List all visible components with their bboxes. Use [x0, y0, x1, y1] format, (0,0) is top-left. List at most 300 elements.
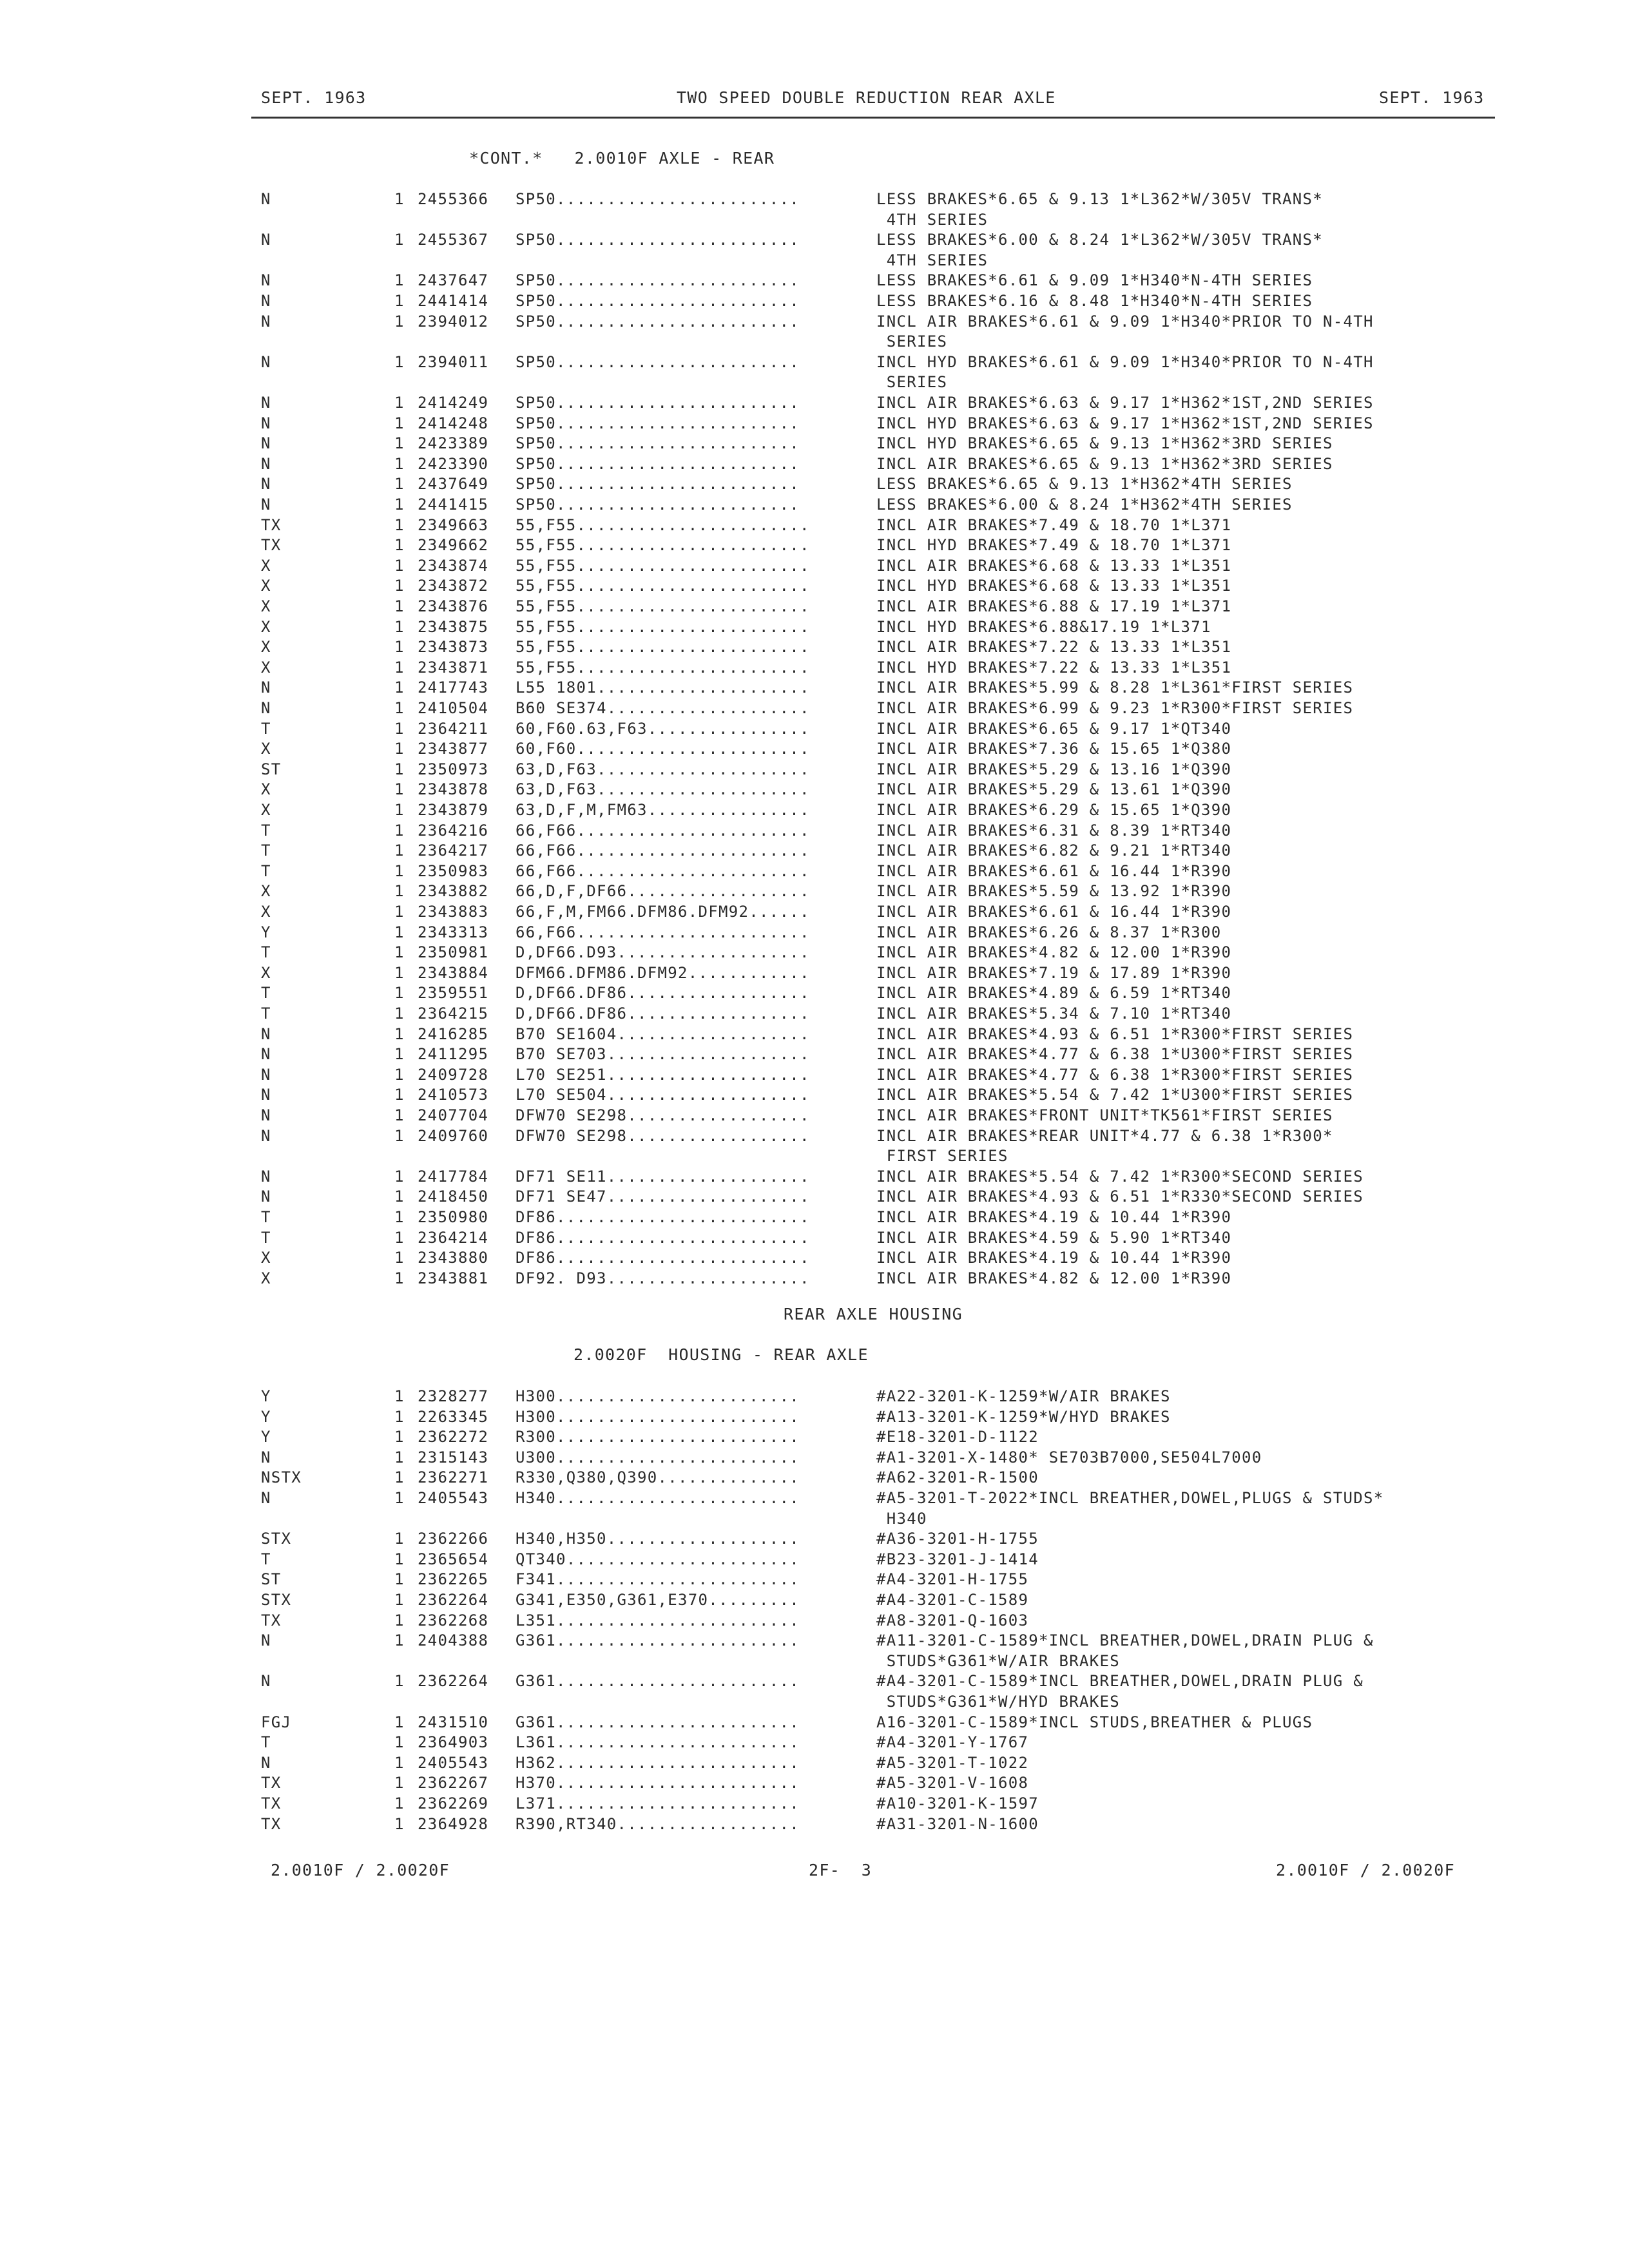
model-description: U300........................: [516, 1448, 800, 1466]
model-code: X: [261, 556, 271, 575]
model-code: Y: [261, 1407, 271, 1426]
table-row: [0, 393, 1629, 414]
model-description: H340........................: [516, 1489, 800, 1507]
model-code: N: [261, 1106, 271, 1124]
table-row: [0, 902, 1629, 923]
model-description: SP50........................: [516, 414, 800, 432]
model-description: G361........................: [516, 1713, 800, 1731]
quantity: 1: [394, 882, 405, 901]
model-code: T: [261, 1550, 271, 1568]
part-number: 2437649: [418, 475, 489, 494]
table-row: [0, 637, 1629, 658]
quantity: 1: [394, 1530, 405, 1548]
part-number: 2350973: [418, 760, 489, 778]
part-number: 2414248: [418, 414, 489, 432]
quantity: 1: [394, 1733, 405, 1752]
remarks: #A10-3201-K-1597: [876, 1794, 1039, 1812]
part-number: 2423389: [418, 434, 489, 453]
model-description: 55,F55.......................: [516, 556, 810, 575]
table-row: [0, 1509, 1629, 1530]
model-code: X: [261, 658, 271, 677]
part-number: 2343873: [418, 638, 489, 657]
model-code: X: [261, 577, 271, 595]
model-code: TX: [261, 515, 282, 534]
table-row: [0, 1529, 1629, 1550]
table-row: [0, 821, 1629, 841]
model-code: T: [261, 984, 271, 1003]
model-code: X: [261, 617, 271, 636]
table-row: [0, 576, 1629, 597]
part-number: 2418450: [418, 1187, 489, 1206]
remarks: INCL AIR BRAKES*6.82 & 9.21 1*RT340: [876, 841, 1232, 860]
remarks: #B23-3201-J-1414: [876, 1550, 1039, 1568]
quantity: 1: [394, 699, 405, 717]
model-description: R330,Q380,Q390..............: [516, 1468, 800, 1487]
model-description: 55,F55.......................: [516, 536, 810, 555]
table-row: [0, 1106, 1629, 1126]
table-row: [0, 1427, 1629, 1448]
quantity: 1: [394, 1672, 405, 1691]
table-row: [0, 881, 1629, 902]
model-description: DF71 SE47....................: [516, 1187, 810, 1206]
remarks: SERIES: [876, 373, 948, 392]
model-code: N: [261, 394, 271, 412]
remarks: #A4-3201-H-1755: [876, 1570, 1029, 1589]
quantity: 1: [394, 1468, 405, 1487]
model-description: L371........................: [516, 1794, 800, 1812]
part-number: 2405543: [418, 1489, 489, 1507]
table-row: [0, 780, 1629, 800]
model-description: R300........................: [516, 1428, 800, 1446]
remarks: INCL HYD BRAKES*6.61 & 9.09 1*H340*PRIOR TO N-4TH: [876, 352, 1374, 371]
table-row: [0, 312, 1629, 332]
model-description: 66,F66.......................: [516, 841, 810, 860]
part-number: 2362268: [418, 1611, 489, 1629]
remarks: #A11-3201-C-1589*INCL BREATHER,DOWEL,DRAIN PLUG &: [876, 1631, 1374, 1650]
quantity: 1: [394, 1187, 405, 1206]
model-description: 55,F55.......................: [516, 577, 810, 595]
quantity: 1: [394, 475, 405, 494]
quantity: 1: [394, 1387, 405, 1405]
part-number: 2417743: [418, 678, 489, 697]
model-description: 66,F66.......................: [516, 821, 810, 840]
quantity: 1: [394, 1611, 405, 1629]
model-code: N: [261, 1167, 271, 1186]
model-description: SP50........................: [516, 352, 800, 371]
model-code: N: [261, 1086, 271, 1104]
model-code: TX: [261, 536, 282, 555]
model-code: N: [261, 1448, 271, 1466]
model-description: DFW70 SE298..................: [516, 1106, 810, 1124]
remarks: INCL AIR BRAKES*5.54 & 7.42 1*R300*SECOND SERIES: [876, 1167, 1364, 1186]
quantity: 1: [394, 515, 405, 534]
model-code: N: [261, 231, 271, 249]
part-number: 2407704: [418, 1106, 489, 1124]
part-number: 2416285: [418, 1024, 489, 1043]
quantity: 1: [394, 861, 405, 880]
table-row: [0, 230, 1629, 251]
remarks: H340: [876, 1509, 927, 1528]
remarks: INCL AIR BRAKES*4.77 & 6.38 1*R300*FIRST SERIES: [876, 1065, 1354, 1084]
model-code: N: [261, 434, 271, 453]
model-code: FGJ: [261, 1713, 292, 1731]
part-number: 2315143: [418, 1448, 489, 1466]
table-row: [0, 1448, 1629, 1468]
model-description: 55,F55.......................: [516, 658, 810, 677]
remarks: INCL AIR BRAKES*4.82 & 12.00 1*R390: [876, 943, 1232, 962]
quantity: 1: [394, 1428, 405, 1446]
part-number: 2364928: [418, 1814, 489, 1833]
remarks: #A31-3201-N-1600: [876, 1814, 1039, 1833]
remarks: INCL AIR BRAKES*7.22 & 13.33 1*L351: [876, 638, 1232, 657]
table-row: [0, 1146, 1629, 1167]
part-number: 2364217: [418, 841, 489, 860]
part-number: 2350981: [418, 943, 489, 962]
part-number: 2362266: [418, 1530, 489, 1548]
quantity: 1: [394, 1794, 405, 1812]
quantity: 1: [394, 1065, 405, 1084]
model-description: SP50........................: [516, 454, 800, 473]
quantity: 1: [394, 923, 405, 941]
model-code: N: [261, 454, 271, 473]
part-number: 2343882: [418, 882, 489, 901]
table-row: [0, 1590, 1629, 1611]
remarks: #A8-3201-Q-1603: [876, 1611, 1029, 1629]
table-row: [0, 617, 1629, 638]
model-description: 66,D,F,DF66..................: [516, 882, 810, 901]
remarks: #A5-3201-T-2022*INCL BREATHER,DOWEL,PLUGS & STUDS*: [876, 1489, 1384, 1507]
remarks: FIRST SERIES: [876, 1147, 1008, 1166]
table-row: [0, 597, 1629, 617]
model-code: Y: [261, 1387, 271, 1405]
quantity: 1: [394, 963, 405, 982]
model-code: NSTX: [261, 1468, 302, 1487]
model-description: DF86.........................: [516, 1249, 810, 1267]
part-number: 2349662: [418, 536, 489, 555]
quantity: 1: [394, 658, 405, 677]
remarks: INCL AIR BRAKES*5.59 & 13.92 1*R390: [876, 882, 1232, 901]
quantity: 1: [394, 190, 405, 208]
quantity: 1: [394, 414, 405, 432]
model-code: N: [261, 1024, 271, 1043]
table-row: [0, 1733, 1629, 1753]
remarks: INCL AIR BRAKES*6.63 & 9.17 1*H362*1ST,2ND SERIES: [876, 394, 1374, 412]
part-number: 2364215: [418, 1004, 489, 1023]
table-row: [0, 1207, 1629, 1228]
model-code: Y: [261, 923, 271, 941]
remarks: INCL AIR BRAKES*6.31 & 8.39 1*RT340: [876, 821, 1232, 840]
model-description: DF86.........................: [516, 1228, 810, 1247]
model-code: T: [261, 1733, 271, 1752]
remarks: 4TH SERIES: [876, 210, 988, 229]
quantity: 1: [394, 1570, 405, 1589]
part-number: 2350980: [418, 1208, 489, 1226]
remarks: #A62-3201-R-1500: [876, 1468, 1039, 1487]
table-row: [0, 1004, 1629, 1024]
remarks: INCL AIR BRAKES*5.34 & 7.10 1*RT340: [876, 1004, 1232, 1023]
remarks: #A22-3201-K-1259*W/AIR BRAKES: [876, 1387, 1171, 1405]
table-row: [0, 1407, 1629, 1428]
table-row: [0, 352, 1629, 373]
model-code: TX: [261, 1794, 282, 1812]
part-number: 2365654: [418, 1550, 489, 1568]
model-code: N: [261, 271, 271, 290]
part-number: 2343884: [418, 963, 489, 982]
model-code: T: [261, 1004, 271, 1023]
remarks: INCL AIR BRAKES*6.26 & 8.37 1*R300: [876, 923, 1222, 941]
quantity: 1: [394, 943, 405, 962]
quantity: 1: [394, 1448, 405, 1466]
remarks: INCL HYD BRAKES*6.63 & 9.17 1*H362*1ST,2ND SERIES: [876, 414, 1374, 432]
table-row: [0, 760, 1629, 780]
part-number: 2343879: [418, 801, 489, 819]
part-number: 2423390: [418, 454, 489, 473]
part-number: 2362272: [418, 1428, 489, 1446]
table-row: [0, 1611, 1629, 1631]
part-number: 2343874: [418, 556, 489, 575]
model-code: TX: [261, 1611, 282, 1629]
part-number: 2343877: [418, 740, 489, 758]
table-row: [0, 291, 1629, 312]
table-row: [0, 1773, 1629, 1794]
table-row: [0, 943, 1629, 963]
part-number: 2417784: [418, 1167, 489, 1186]
part-number: 2349663: [418, 515, 489, 534]
model-description: D,DF66.DF86..................: [516, 984, 810, 1003]
part-number: 2455366: [418, 190, 489, 208]
remarks: INCL HYD BRAKES*6.68 & 13.33 1*L351: [876, 577, 1232, 595]
quantity: 1: [394, 1167, 405, 1186]
remarks: INCL AIR BRAKES*4.19 & 10.44 1*R390: [876, 1208, 1232, 1226]
model-code: T: [261, 821, 271, 840]
quantity: 1: [394, 780, 405, 799]
part-number: 2410573: [418, 1086, 489, 1104]
table-row: [0, 658, 1629, 678]
part-number: 2405543: [418, 1753, 489, 1772]
remarks: INCL AIR BRAKES*5.54 & 7.42 1*U300*FIRST SERIES: [876, 1086, 1354, 1104]
table-row: [0, 1814, 1629, 1835]
table-row: [0, 963, 1629, 984]
model-code: N: [261, 312, 271, 331]
remarks: #E18-3201-D-1122: [876, 1428, 1039, 1446]
model-description: H300........................: [516, 1407, 800, 1426]
model-code: N: [261, 495, 271, 514]
quantity: 1: [394, 678, 405, 697]
part-number: 2350983: [418, 861, 489, 880]
table-row: [0, 210, 1629, 231]
model-description: G341,E350,G361,E370.........: [516, 1591, 800, 1609]
model-description: L351........................: [516, 1611, 800, 1629]
model-code: X: [261, 780, 271, 799]
quantity: 1: [394, 801, 405, 819]
remarks: STUDS*G361*W/AIR BRAKES: [876, 1651, 1120, 1670]
quantity: 1: [394, 1774, 405, 1792]
remarks: 4TH SERIES: [876, 251, 988, 269]
part-number: 2359551: [418, 984, 489, 1003]
table-row: [0, 1167, 1629, 1187]
remarks: LESS BRAKES*6.61 & 9.09 1*H340*N-4TH SERIES: [876, 271, 1313, 290]
part-number: 2362264: [418, 1591, 489, 1609]
remarks: INCL AIR BRAKES*6.68 & 13.33 1*L351: [876, 556, 1232, 575]
model-code: N: [261, 1631, 271, 1650]
model-code: N: [261, 1489, 271, 1507]
footer-left: 2.0010F / 2.0020F: [271, 1861, 450, 1879]
model-description: 66,F,M,FM66.DFM86.DFM92......: [516, 903, 810, 921]
table-row: [0, 332, 1629, 352]
model-description: L70 SE504....................: [516, 1086, 810, 1104]
part-number: 2343872: [418, 577, 489, 595]
remarks: A16-3201-C-1589*INCL STUDS,BREATHER & PLUGS: [876, 1713, 1313, 1731]
remarks: #A4-3201-Y-1767: [876, 1733, 1029, 1752]
model-code: T: [261, 943, 271, 962]
model-code: N: [261, 1126, 271, 1145]
model-code: T: [261, 1228, 271, 1247]
table-row: [0, 271, 1629, 291]
quantity: 1: [394, 231, 405, 249]
quantity: 1: [394, 1631, 405, 1650]
part-number: 2404388: [418, 1631, 489, 1650]
model-code: ST: [261, 1570, 282, 1589]
table-row: [0, 1024, 1629, 1045]
quantity: 1: [394, 1407, 405, 1426]
remarks: #A4-3201-C-1589: [876, 1591, 1029, 1609]
quantity: 1: [394, 719, 405, 738]
part-number: 2409760: [418, 1126, 489, 1145]
table-row: [0, 983, 1629, 1004]
model-description: SP50........................: [516, 231, 800, 249]
table-row: [0, 1794, 1629, 1814]
model-description: SP50........................: [516, 190, 800, 208]
model-description: DF92. D93....................: [516, 1269, 810, 1287]
model-code: N: [261, 475, 271, 494]
quantity: 1: [394, 352, 405, 371]
table-row: [0, 556, 1629, 577]
model-code: T: [261, 1208, 271, 1226]
part-number: 2394012: [418, 312, 489, 331]
quantity: 1: [394, 841, 405, 860]
table-row: [0, 1187, 1629, 1207]
quantity: 1: [394, 903, 405, 921]
quantity: 1: [394, 1228, 405, 1247]
remarks: INCL AIR BRAKES*4.93 & 6.51 1*R330*SECOND SERIES: [876, 1187, 1364, 1206]
table-row: [0, 1228, 1629, 1249]
model-description: D,DF66.DF86..................: [516, 1004, 810, 1023]
model-code: TX: [261, 1814, 282, 1833]
model-description: H300........................: [516, 1387, 800, 1405]
model-description: 55,F55.......................: [516, 617, 810, 636]
model-code: Y: [261, 1428, 271, 1446]
model-code: N: [261, 1187, 271, 1206]
quantity: 1: [394, 495, 405, 514]
part-number: 2394011: [418, 352, 489, 371]
remarks: INCL AIR BRAKES*4.77 & 6.38 1*U300*FIRST SERIES: [876, 1045, 1354, 1064]
section-title-axle-rear: *CONT.* 2.0010F AXLE - REAR: [469, 149, 775, 168]
table-row: [0, 515, 1629, 536]
part-number: 2362265: [418, 1570, 489, 1589]
quantity: 1: [394, 556, 405, 575]
quantity: 1: [394, 1249, 405, 1267]
table-row: [0, 1488, 1629, 1509]
quantity: 1: [394, 740, 405, 758]
part-number: 2362269: [418, 1794, 489, 1812]
table-row: [0, 1671, 1629, 1692]
table-row: [0, 414, 1629, 434]
part-number: 2409728: [418, 1065, 489, 1084]
part-number: 2364214: [418, 1228, 489, 1247]
model-description: G361........................: [516, 1672, 800, 1691]
model-description: SP50........................: [516, 292, 800, 310]
remarks: INCL AIR BRAKES*4.59 & 5.90 1*RT340: [876, 1228, 1232, 1247]
part-number: 2441415: [418, 495, 489, 514]
model-code: X: [261, 1249, 271, 1267]
quantity: 1: [394, 394, 405, 412]
part-number: 2364211: [418, 719, 489, 738]
model-code: N: [261, 352, 271, 371]
table-row: [0, 1753, 1629, 1774]
model-description: H340,H350...................: [516, 1530, 800, 1548]
quantity: 1: [394, 1086, 405, 1104]
remarks: INCL AIR BRAKES*6.65 & 9.17 1*QT340: [876, 719, 1232, 738]
remarks: SERIES: [876, 332, 948, 351]
remarks: INCL HYD BRAKES*7.22 & 13.33 1*L351: [876, 658, 1232, 677]
footer-page-number: 2F- 3: [809, 1861, 872, 1879]
quantity: 1: [394, 1106, 405, 1124]
model-code: T: [261, 861, 271, 880]
model-code: X: [261, 1269, 271, 1287]
quantity: 1: [394, 1208, 405, 1226]
part-number: 2364216: [418, 821, 489, 840]
model-description: SP50........................: [516, 271, 800, 290]
model-code: TX: [261, 1774, 282, 1792]
part-number: 2410504: [418, 699, 489, 717]
model-code: N: [261, 1753, 271, 1772]
table-row: [0, 474, 1629, 495]
table-row: [0, 454, 1629, 475]
part-number: 2431510: [418, 1713, 489, 1731]
remarks: INCL AIR BRAKES*7.36 & 15.65 1*Q380: [876, 740, 1232, 758]
part-number: 2437647: [418, 271, 489, 290]
remarks: #A4-3201-C-1589*INCL BREATHER,DOWEL,DRAIN PLUG &: [876, 1672, 1364, 1691]
remarks: #A36-3201-H-1755: [876, 1530, 1039, 1548]
remarks: #A13-3201-K-1259*W/HYD BRAKES: [876, 1407, 1171, 1426]
model-description: 60,F60.......................: [516, 740, 810, 758]
part-number: 2411295: [418, 1045, 489, 1064]
model-description: 55,F55.......................: [516, 638, 810, 657]
quantity: 1: [394, 617, 405, 636]
table-row: [0, 1651, 1629, 1672]
table-row: [0, 434, 1629, 454]
remarks: #A1-3201-X-1480* SE703B7000,SE504L7000: [876, 1448, 1262, 1466]
model-code: X: [261, 903, 271, 921]
remarks: INCL AIR BRAKES*4.82 & 12.00 1*R390: [876, 1269, 1232, 1287]
quantity: 1: [394, 577, 405, 595]
table-row: [0, 1631, 1629, 1651]
model-description: SP50........................: [516, 475, 800, 494]
model-description: DF71 SE11....................: [516, 1167, 810, 1186]
quantity: 1: [394, 454, 405, 473]
part-number: 2343871: [418, 658, 489, 677]
part-number: 2343883: [418, 903, 489, 921]
quantity: 1: [394, 1024, 405, 1043]
model-description: 63,D,F,M,FM63................: [516, 801, 810, 819]
group-heading: REAR AXLE HOUSING: [784, 1305, 963, 1323]
quantity: 1: [394, 1004, 405, 1023]
quantity: 1: [394, 292, 405, 310]
model-description: 66,F66.......................: [516, 861, 810, 880]
table-row: [0, 678, 1629, 698]
model-code: X: [261, 801, 271, 819]
remarks: LESS BRAKES*6.00 & 8.24 1*H362*4TH SERIES: [876, 495, 1293, 514]
